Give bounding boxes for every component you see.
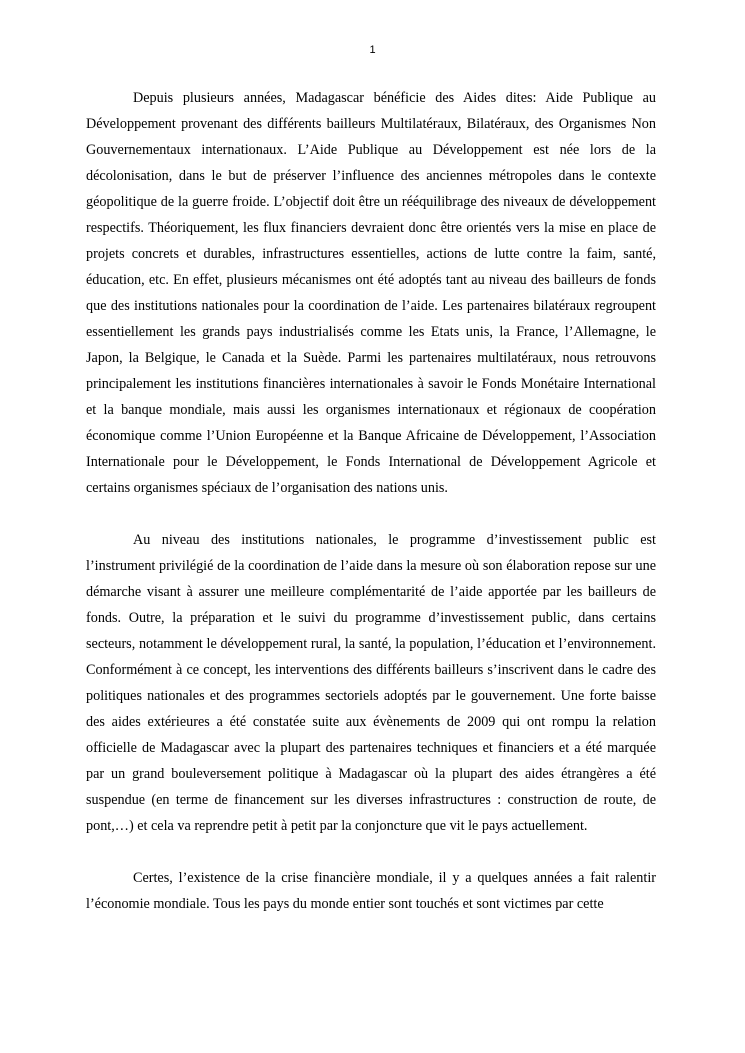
body-text <box>86 85 656 917</box>
paragraph-2: Au niveau des institutions nationales, le programme d’investissement public est l’instrument privilégié de la coordination de l’aide dans la mesure où son élaboration repose sur une démarche visant à assurer une meilleure complémentarité de l’aide apportée par les bailleurs de fonds. Outre, la préparation et le suivi du programme d’investissement public, dans certains secteurs, notamment le développement rural, la santé, la population, l’éducation et l’environnement. Conformément à ce concept, les interventions des différents bailleurs s’inscrivent dans le cadre des politiques nationales et des programmes sectoriels adoptés par le gouvernement. Une forte baisse des aides extérieures a été constatée suite aux évènements de 2009 qui ont rompu la relation officielle de Madagascar avec la plupart des partenaires techniques et financiers et a été marquée par un grand bouleversement politique à Madagascar où la plupart des aides étrangères a été suspendue (en terme de financement sur les diverses infrastructures : construction de route, de pont,…) et cela va reprendre petit à petit par la conjoncture que vit le pays actuellement. <box>86 532 656 834</box>
paragraph-3: Certes, l’existence de la crise financière mondiale, il y a quelques années a fait ralentir l’économie mondiale. Tous les pays du monde entier sont touchés et sont victimes par cette <box>86 870 656 912</box>
paragraph-1: Depuis plusieurs années, Madagascar bénéficie des Aides dites: Aide Publique au Développement provenant des différents bailleurs Multilatéraux, Bilatéraux, des Organismes Non Gouvernementaux internationaux. L’Aide Publique au Développement est née lors de la décolonisation, dans le but de préserver l’influence des anciennes métropoles dans le contexte géopolitique de la guerre froide. L’objectif doit être un rééquilibrage des niveaux de développement respectifs. Théoriquement, les flux financiers devraient donc être orientés vers la mise en place de projets concrets et durables, infrastructures essentielles, actions de lutte contre la faim, santé, éducation, etc. En effet, plusieurs mécanismes ont été adoptés tant au niveau des bailleurs de fonds que des institutions nationales pour la coordination de l’aide. Les partenaires bilatéraux regroupent essentiellement les grands pays industrialisés comme les Etats unis, la France, l’Allemagne, le Japon, la Belgique, le Canada et la Suède. Parmi les partenaires multilatéraux, nous retrouvons principalement les institutions financières internationales à savoir le Fonds Monétaire International et la banque mondiale, mais aussi les organismes internationaux et régionaux de coopération économique comme l’Union Européenne et la Banque Africaine de Développement, l’Association Internationale pour le Développement, le Fonds International de Développement Agricole et certains organismes spéciaux de l’organisation des nations unis. <box>86 90 656 496</box>
page-number: 1 <box>369 44 376 56</box>
